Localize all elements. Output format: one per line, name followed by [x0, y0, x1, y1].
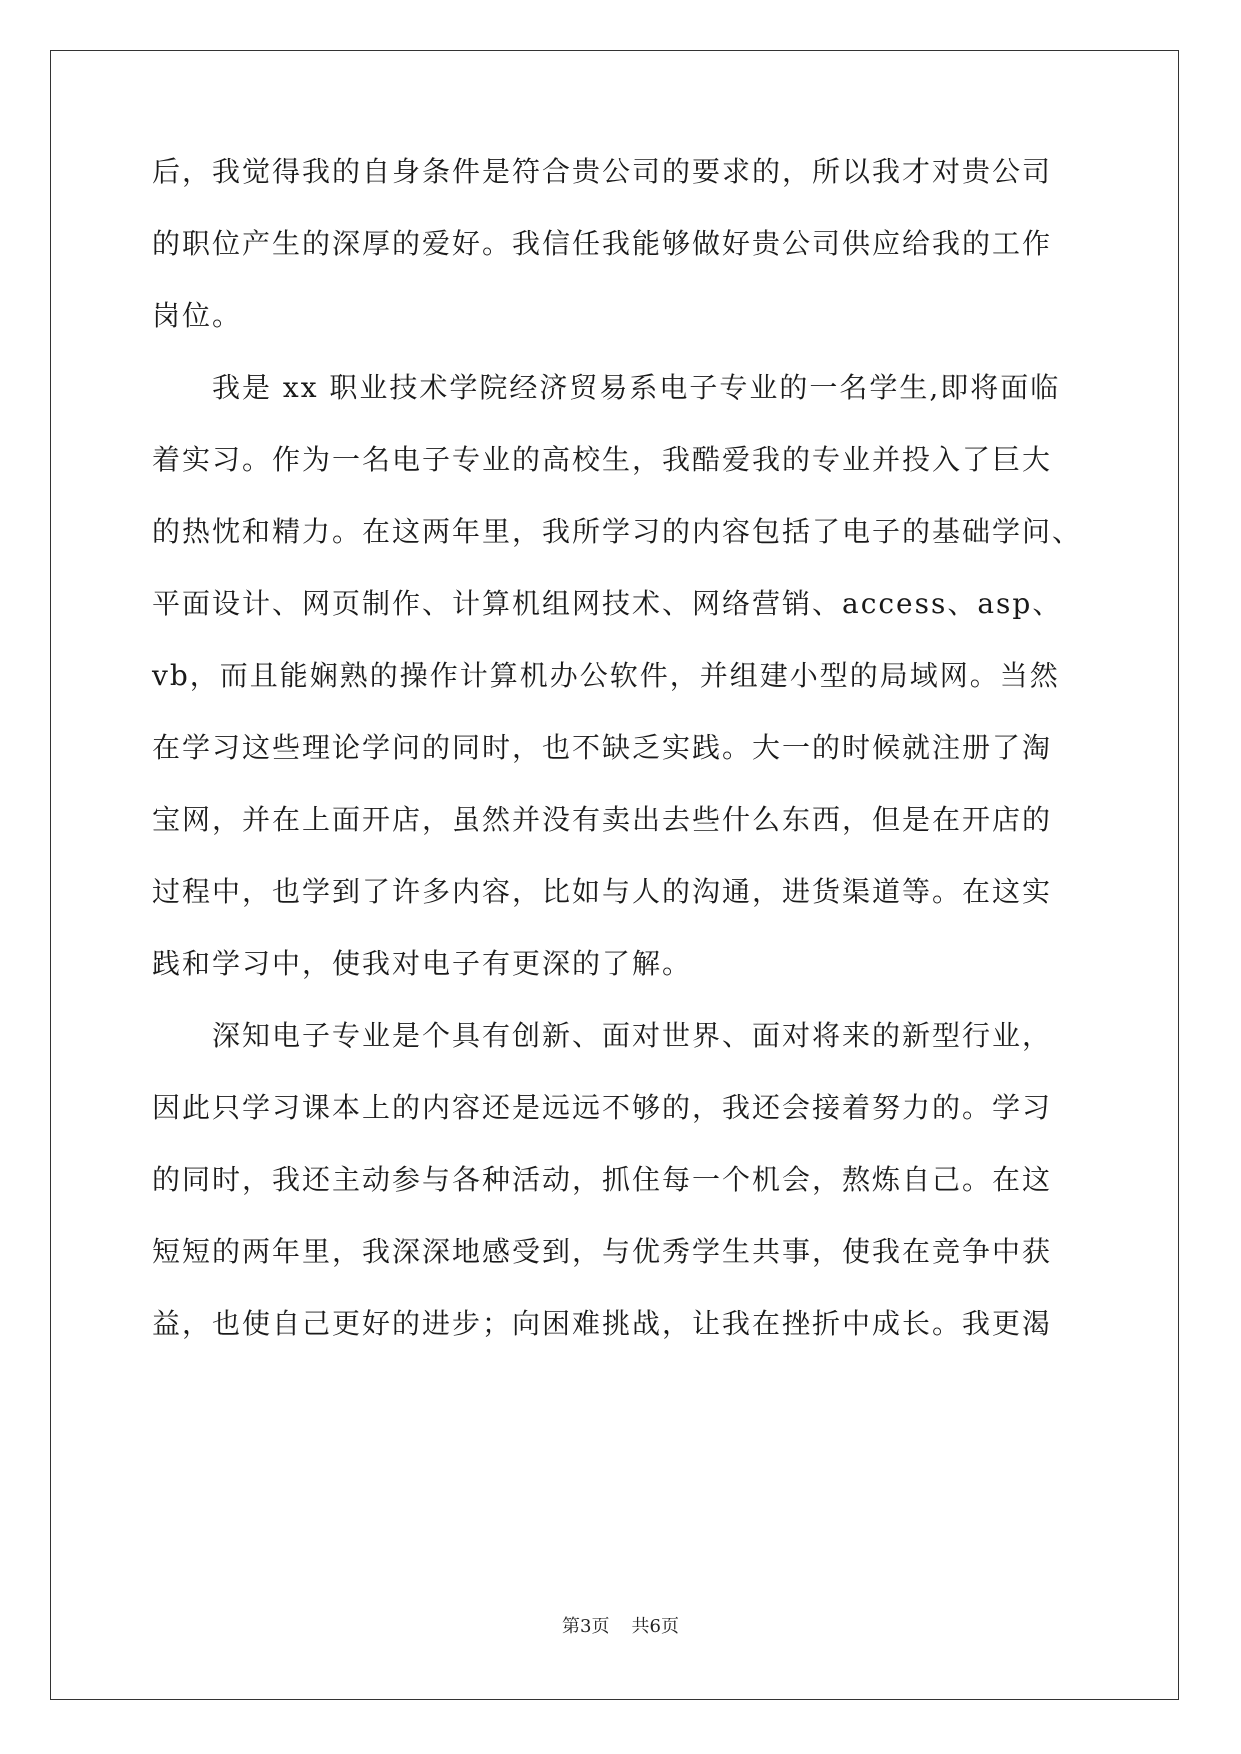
page-number-current: 第3页 [562, 1616, 610, 1637]
text-line: 践和学习中，使我对电子有更深的了解。 [152, 947, 693, 980]
text-line: 深知电子专业是个具有创新、面对世界、面对将来的新型行业， [152, 1019, 1053, 1052]
text-line: 短短的两年里，我深深地感受到，与优秀学生共事，使我在竞争中获 [152, 1235, 1053, 1268]
text-line: 我是 xx 职业技术学院经济贸易系电子专业的一名学生,即将面临 [152, 371, 1061, 404]
text-line: 岗位。 [152, 299, 243, 332]
text-line: 着实习。作为一名电子专业的高校生，我酷爱我的专业并投入了巨大 [152, 443, 1053, 476]
text-line: 的职位产生的深厚的爱好。我信任我能够做好贵公司供应给我的工作 [152, 227, 1053, 260]
text-line: 在学习这些理论学问的同时，也不缺乏实践。大一的时候就注册了淘 [152, 731, 1053, 764]
text-line: 益，也使自己更好的进步；向困难挑战，让我在挫折中成长。我更渴 [152, 1307, 1053, 1340]
text-line: vb，而且能娴熟的操作计算机办公软件，并组建小型的局域网。当然 [152, 659, 1060, 692]
page-footer [0, 1615, 1241, 1639]
text-line: 的热忱和精力。在这两年里，我所学习的内容包括了电子的基础学问、 [152, 515, 1083, 548]
text-line: 因此只学习课本上的内容还是远远不够的，我还会接着努力的。学习 [152, 1091, 1053, 1124]
text-line: 后，我觉得我的自身条件是符合贵公司的要求的，所以我才对贵公司 [152, 155, 1053, 188]
text-line: 平面设计、网页制作、计算机组网技术、网络营销、access、asp、 [152, 587, 1063, 620]
text-line: 过程中，也学到了许多内容，比如与人的沟通，进货渠道等。在这实 [152, 875, 1053, 908]
text-line: 的同时，我还主动参与各种活动，抓住每一个机会，熬炼自己。在这 [152, 1163, 1053, 1196]
text-line: 宝网，并在上面开店，虽然并没有卖出去些什么东西，但是在开店的 [152, 803, 1053, 836]
page-number-total: 共6页 [631, 1616, 679, 1637]
